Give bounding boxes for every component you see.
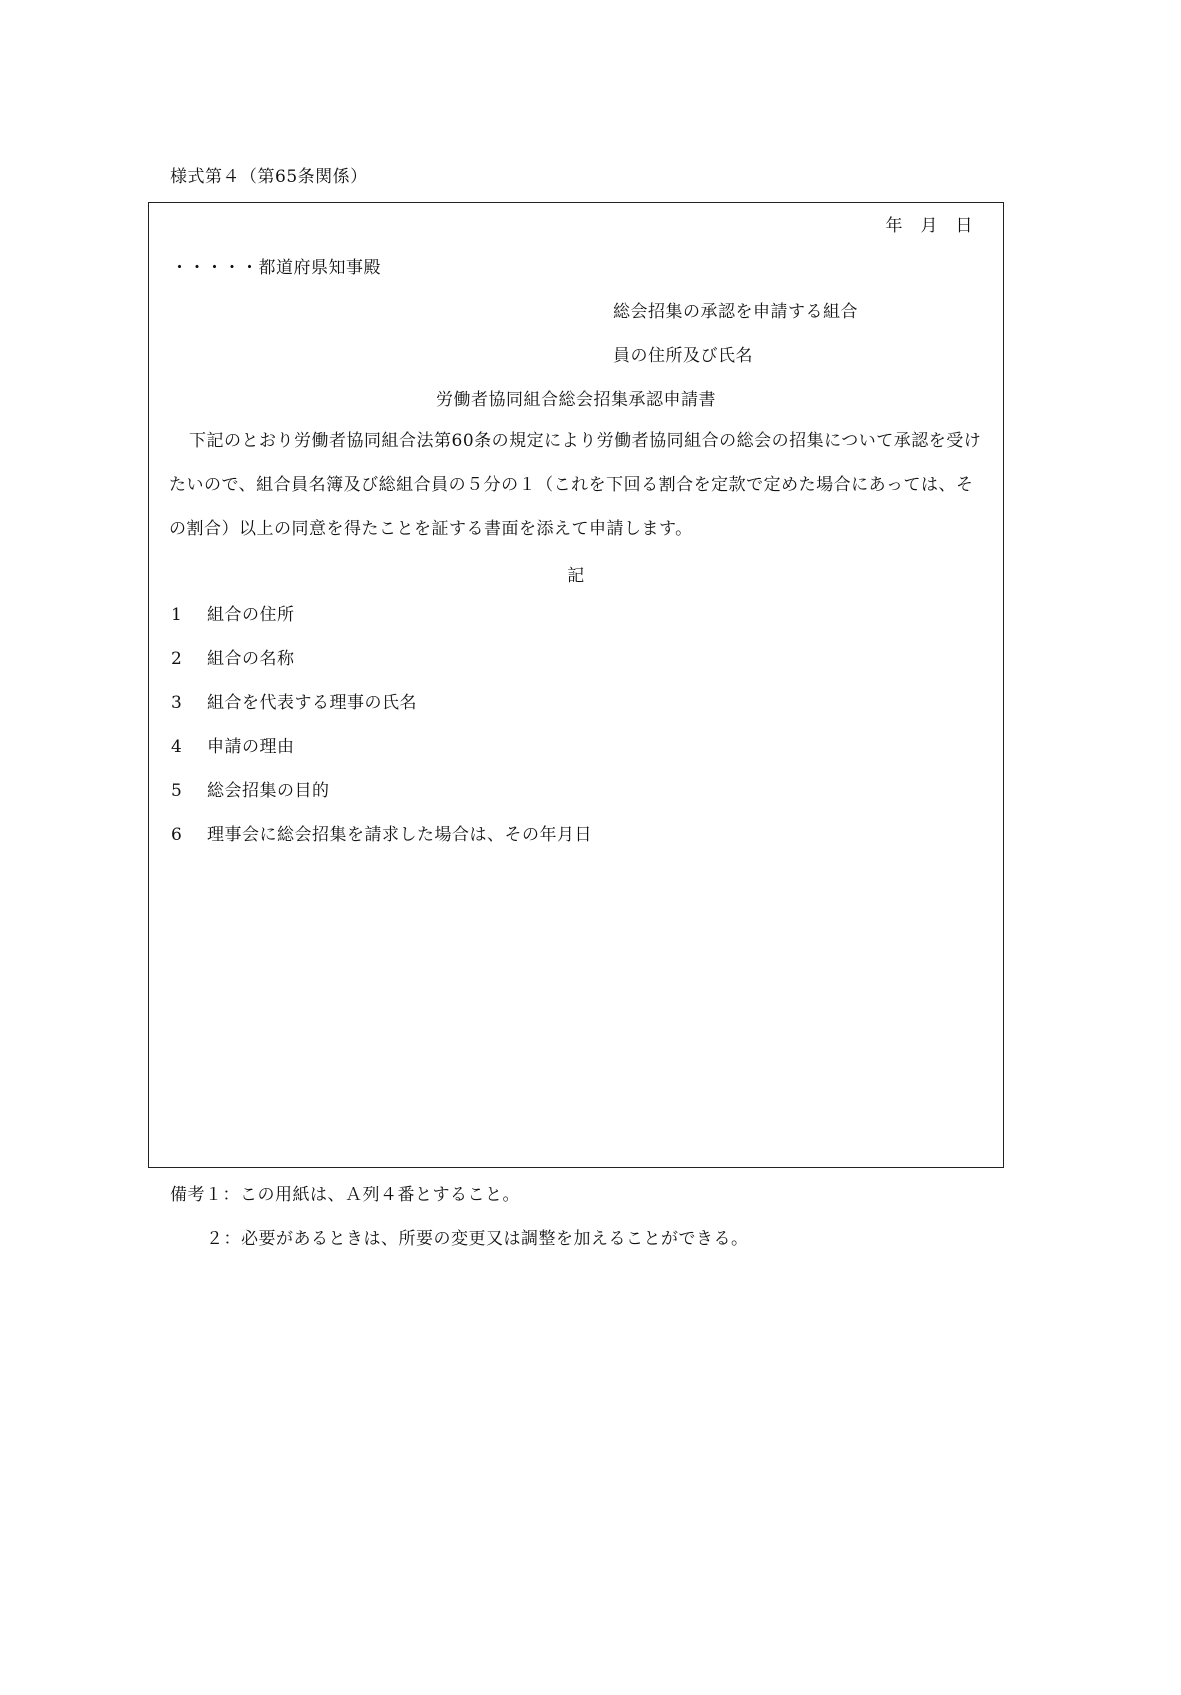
item-number: 2	[171, 649, 183, 669]
ki-heading: 記	[567, 566, 585, 586]
remark-2: ２：必要があるときは、所要の変更又は調整を加えることができる。	[206, 1229, 749, 1249]
item-number: 1	[171, 605, 183, 625]
item-number: 3	[171, 693, 183, 713]
item-number: 6	[171, 825, 183, 845]
applicant-label-line2: 員の住所及び氏名	[613, 346, 753, 366]
form-number: 様式第４（第65条関係）	[170, 167, 368, 187]
item-number: 5	[171, 781, 183, 801]
remark-1: 備考１：この用紙は、Ａ列４番とすること。	[170, 1185, 520, 1205]
application-body-text: 下記のとおり労働者協同組合法第60条の規定により労働者協同組合の総会の招集について承認を受けたいので、組合員名簿及び総組合員の５分の１（これを下回る割合を定款で定めた場合にあっては、その割合）以上の同意を得たことを証する書面を添えて申請します。	[169, 431, 982, 539]
date-line: 年 月 日	[885, 216, 973, 236]
item-text: 組合の名称	[207, 649, 295, 669]
application-form-box	[148, 202, 1004, 1168]
list-item	[171, 681, 592, 725]
item-list	[171, 593, 592, 857]
list-item	[171, 813, 592, 857]
item-text: 申請の理由	[207, 737, 295, 757]
item-text: 総会招集の目的	[207, 781, 330, 801]
item-text: 組合を代表する理事の氏名	[207, 693, 417, 713]
item-text: 理事会に総会招集を請求した場合は、その年月日	[207, 825, 592, 845]
item-text: 組合の住所	[207, 605, 295, 625]
item-number: 4	[171, 737, 183, 757]
list-item	[171, 769, 592, 813]
list-item	[171, 593, 592, 637]
list-item	[171, 725, 592, 769]
applicant-label-line1: 総会招集の承認を申請する組合	[613, 302, 858, 322]
document-title: 労働者協同組合総会招集承認申請書	[436, 390, 716, 410]
addressee: ・・・・・都道府県知事殿	[171, 258, 381, 278]
list-item	[171, 637, 592, 681]
